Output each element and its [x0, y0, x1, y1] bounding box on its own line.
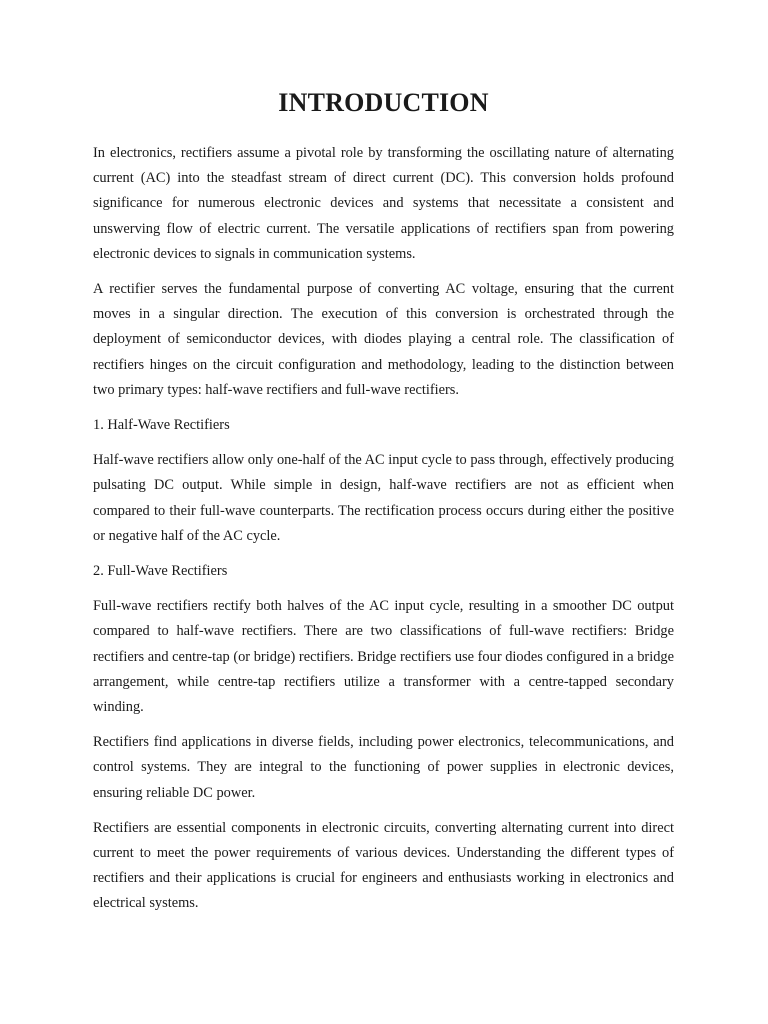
- section-heading-full-wave: 2. Full-Wave Rectifiers: [93, 563, 228, 580]
- paragraph-intro: In electronics, rectifiers assume a pivotal role by transforming the oscillating nature of alternating current (AC) into the steadfast stream of direct current (DC). This conversion holds profound significance for numerous electronic devices and systems that necessitate a consistent and unswerving flow of electric current. The versatile applications of rectifiers span from powering electronic devices to signals in communication systems.: [93, 145, 674, 262]
- paragraph-half-wave: Half-wave rectifiers allow only one-half of the AC input cycle to pass through, effectively producing pulsating DC output. While simple in design, half-wave rectifiers are not as efficient when compared to their full-wave counterparts. The rectification process occurs during either the positive or negative half of the AC cycle.: [93, 452, 674, 544]
- document-page: [93, 86, 674, 927]
- paragraph-rectifier-purpose: A rectifier serves the fundamental purpose of converting AC voltage, ensuring that the current moves in a singular direction. The execution of this conversion is orchestrated through the deployment of semiconductor devices, with diodes playing a central role. The classification of rectifiers hinges on the circuit configuration and methodology, leading to the distinction between two primary types: half-wave rectifiers and full-wave rectifiers.: [93, 281, 674, 398]
- paragraph-conclusion: Rectifiers are essential components in electronic circuits, converting alternating current into direct current to meet the power requirements of various devices. Understanding the different types of rectifiers and their applications is crucial for engineers and enthusiasts working in electronics and electrical systems.: [93, 819, 674, 912]
- paragraph-full-wave: Full-wave rectifiers rectify both halves of the AC input cycle, resulting in a smoother DC output compared to half-wave rectifiers. There are two classifications of full-wave rectifiers: Bridge rectifiers and centre-tap (or bridge) rectifiers. Bridge rectifiers use four diodes configured in a bridge arrangement, while centre-tap rectifiers utilize a transformer with a centre-tapped secondary winding.: [93, 598, 674, 716]
- section-heading-half-wave: 1. Half-Wave Rectifiers: [93, 417, 230, 434]
- paragraph-applications: Rectifiers find applications in diverse fields, including power electronics, telecommunications, and control systems. They are integral to the functioning of power supplies in electronic devices, ensuring reliable DC power.: [93, 734, 674, 801]
- page-title: INTRODUCTION: [278, 88, 489, 117]
